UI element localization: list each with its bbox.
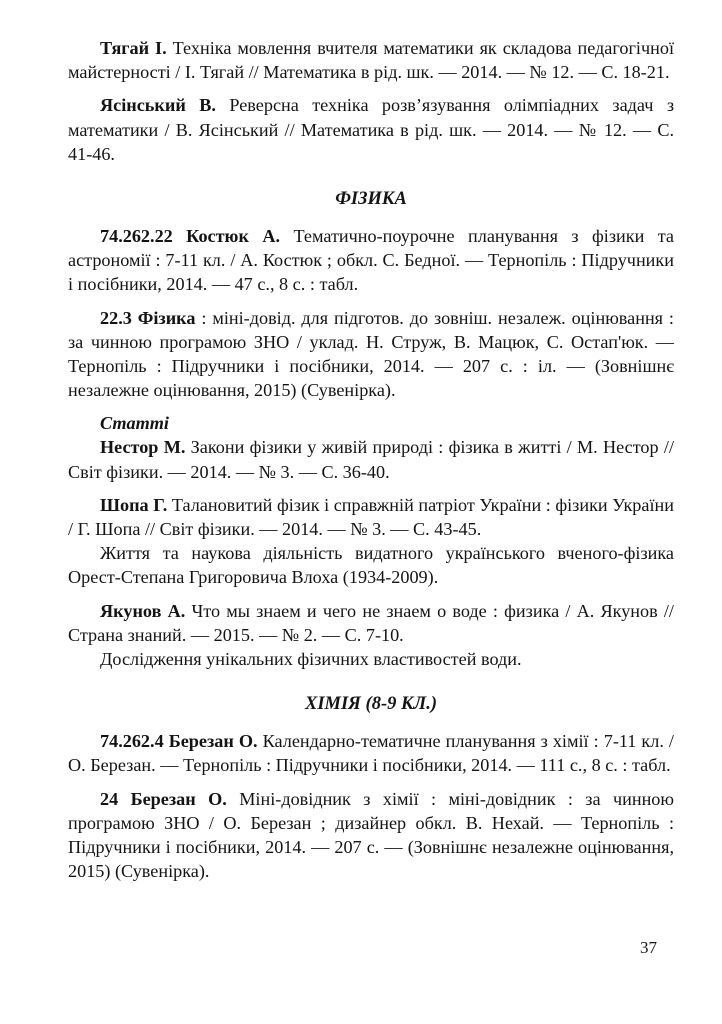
entry-annotation: Дослідження унікальних фізичних властивостей води. <box>100 649 522 670</box>
bib-entry <box>68 36 674 84</box>
entry-code-author: 74.262.22 Костюк А. <box>100 226 281 247</box>
entry-text: Тематично-поурочне планування з фізики та астрономії : 7-11 кл. / А. Костюк ; обкл. С. Бедної. — Тернопіль : Підручники і посібники, 2014. — 47 с., 8 с. : табл. <box>68 226 675 295</box>
bib-entry <box>68 224 674 297</box>
page-number: 37 <box>640 938 657 957</box>
entry-annotation: Життя та наукова діяльність видатного українського вченого-фізика Орест-Степана Григоровича Влоха (1934-2009). <box>68 543 674 588</box>
bib-entry <box>68 787 674 884</box>
entry-text: Талановитий фізик і справжній патріот України : фізики України / Г. Шопа // Світ фізики. — 2014. — № 3. — С. 43-45. <box>68 494 674 540</box>
entry-code-title: 22.3 Фізика <box>100 307 196 328</box>
entry-author: Тягай І. <box>100 38 167 58</box>
bib-entry <box>68 599 674 647</box>
section-heading-physics: ФІЗИКА <box>335 189 407 210</box>
entry-code-author: 24 Березан О. <box>100 788 227 809</box>
entry-text: Что мы знаем и чего не знаем о воде : физика / А. Якунов // Страна знаний. — 2015. — № 2. — С. 7-10. <box>68 600 674 645</box>
bib-entry <box>68 93 674 166</box>
bib-entry <box>68 729 674 777</box>
entry-author: Якунов А. <box>100 600 186 621</box>
page-body <box>68 36 674 892</box>
entry-text: Календарно-тематичне планування з хімії : 7-11 кл. / О. Березан. — Тернопіль : Підручники і посібники, 2014. — 111 с., 8 с. : табл. <box>68 731 674 776</box>
entry-author: Ясінський В. <box>100 95 216 116</box>
articles-subheading: Статті <box>100 413 169 434</box>
entry-text: Міні-довідник з хімії : міні-довідник : за чинною програмою ЗНО / О. Березан ; дизайнер обкл. В. Нехай. — Тернопіль : Підручники і посібники, 2014. — 207 с. — (Зовнішнє незалежне оцінювання, 2015) (Сувенірка). <box>68 788 674 882</box>
entry-text: Реверсна техніка розв’язування олімпіадних задач з математики / В. Ясінський // Математика в рід. шк. — 2014. — № 12. — С. 41-46. <box>68 95 674 164</box>
bib-entry <box>68 493 674 541</box>
entry-code-author: 74.262.4 Березан О. <box>100 731 258 752</box>
bib-entry <box>68 435 674 483</box>
entry-text: : міні-довід. для підготов. до зовніш. незалеж. оцінювання : за чинною програмою ЗНО / уклад. Н. Струж, В. Мацюк, С. Остап'юк. — Тернопіль : Підручники і посібники, 2014. — 207 с. : іл. — (Зовнішнє незалежне оцінювання, 2015) (Сувенірка). <box>68 307 674 401</box>
entry-text: Техніка мовлення вчителя математики як складова педагогічної майстерності / І. Тягай // Математика в рід. шк. — 2014. — № 12. — С. 18-21. <box>68 38 675 83</box>
entry-text: Закони фізики у живій природі : фізика в житті / М. Нестор // Світ фізики. — 2014. — № 3. — С. 36-40. <box>68 437 674 482</box>
bib-entry <box>68 306 674 403</box>
entry-author: Нестор М. <box>100 437 186 458</box>
section-heading-chemistry: ХІМІЯ (8-9 КЛ.) <box>304 694 438 715</box>
entry-author: Шопа Г. <box>100 494 168 515</box>
